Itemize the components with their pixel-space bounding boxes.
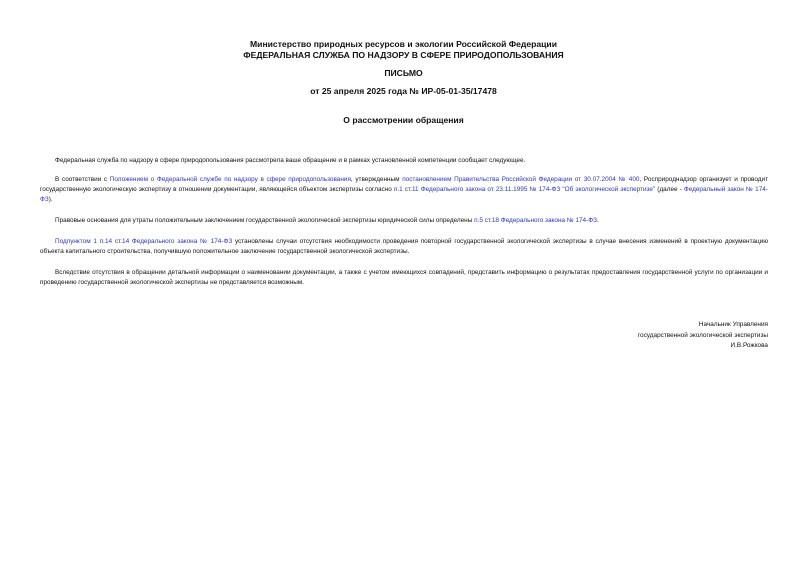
paragraph-4-text: установлены случаи отсутствия необходимости проведения повторной государственной экологической экспертизы в случае внесения изменений в проектную документацию объекта капитального строительства, получившую положительное заключение государственной экологической экспертизы. <box>40 238 768 256</box>
paragraph-2-text-3: , Росприроднадзор организует и проводит государственную экологическую экспертизу в отношении документации, являющейся объектом экспертизы согласно <box>40 176 769 194</box>
document-subject: О рассмотрении обращения <box>343 115 464 125</box>
paragraph-1-text: Федеральная служба по надзору в сфере природопользования рассмотрела ваше обращение и в рамках установленной компетенции сообщает следующее. <box>55 157 526 164</box>
link-law-article-18[interactable]: п.5 ст.18 Федерального закона № 174-ФЗ <box>474 217 597 224</box>
document-type: ПИСЬМО <box>384 68 423 78</box>
service-title: ФЕДЕРАЛЬНАЯ СЛУЖБА ПО НАДЗОРУ В СФЕРЕ ПРИРОДОПОЛЬЗОВАНИЯ <box>243 50 564 60</box>
paragraph-2-text-4: (далее - <box>655 186 684 194</box>
paragraph-2-text-2: , утвержденным <box>350 176 403 183</box>
link-law-article-11[interactable]: п.1 ст.11 Федерального закона от 23.11.1995 № 174-ФЗ "Об экологической экспертизе" <box>393 186 656 194</box>
link-law-article-14[interactable]: Подпунктом 1 п.14 ст.14 Федерального закона № 174-ФЗ <box>55 238 233 245</box>
paragraph-2-text-1: В соответствии с <box>55 176 110 183</box>
paragraph-2 <box>40 175 768 206</box>
document-date-number: от 25 апреля 2025 года № ИР-05-01-35/17478 <box>310 86 497 96</box>
signature-position: Начальник Управления <box>698 321 768 328</box>
paragraph-1 <box>40 156 768 166</box>
paragraph-3 <box>40 216 768 226</box>
paragraph-2-text-5: ). <box>48 196 53 204</box>
link-government-decree[interactable]: постановлением Правительства Российской Федерации от 30.07.2004 № 400 <box>402 176 640 183</box>
paragraph-3-text-1: Правовые основания для утраты положительным заключением государственной экологической экспертизы юридической силы определены <box>55 217 475 224</box>
paragraph-3-text-2: . <box>596 217 599 224</box>
signature-name: И.В.Рожкова <box>730 342 768 349</box>
paragraph-4 <box>40 237 768 257</box>
ministry-title: Министерство природных ресурсов и экологии Российской Федерации <box>250 39 557 49</box>
link-federal-law[interactable]: Федеральный закон № 174-ФЗ <box>40 186 768 204</box>
paragraph-5-text: Вследствие отсутствия в обращении детальной информации о наименовании документации, а также с учетом имеющихся совпадений, представить информацию о результатах предоставления государственной услуги по организации и проведению государственной экологической экспертизы не представляется возможным. <box>40 269 768 287</box>
paragraph-5 <box>40 268 768 288</box>
signature-block <box>518 320 768 352</box>
link-regulation[interactable]: Положением о Федеральной службе по надзору в сфере природопользования <box>109 176 351 183</box>
signature-department: государственной экологической экспертизы <box>637 331 768 339</box>
